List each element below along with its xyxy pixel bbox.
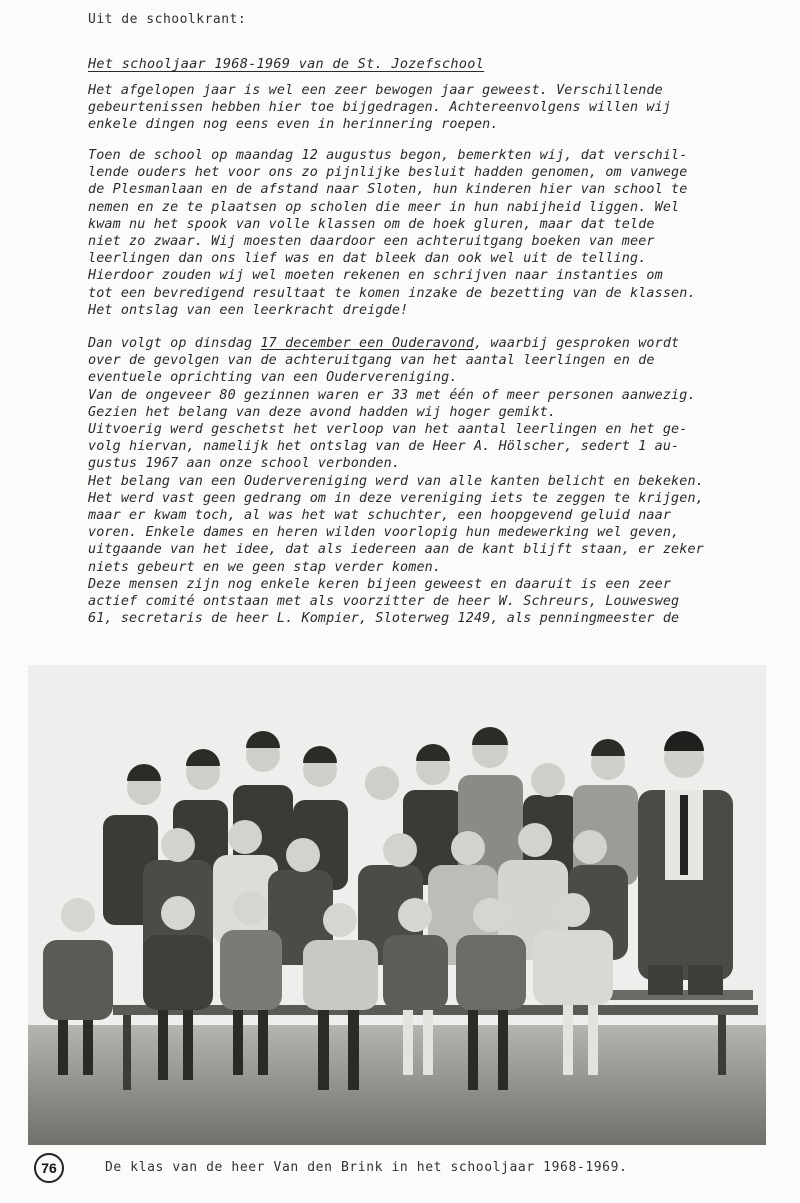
source-label: Uit de schoolkrant: xyxy=(88,12,247,27)
page-number-badge: 76 xyxy=(34,1153,64,1183)
paragraph-parents-evening-prefix: Dan volgt op dinsdag xyxy=(88,336,261,351)
paragraph-parents-evening xyxy=(88,335,768,627)
photo-caption: De klas van de heer Van den Brink in het schooljaar 1968-1969. xyxy=(105,1160,628,1175)
paragraph-parents-evening-rest: , waarbij gesproken wordt over de gevolgen van de achteruitgang van het aantal leerlingen en de eventuele oprichting van een Oudervereniging. Van de ongeveer 80 gezinnen waren er 33 met één of meer personen aanwezig. Gezien het belang van deze avond hadden wij hoger gemikt. Uitvoerig werd geschetst het verloop van het aantal leerlingen en het ge- volg hiervan, namelijk het ontslag van de Heer A. Hölscher, sedert 1 au- gustus 1967 aan onze school verbonden. Het belang van een Oudervereniging werd van alle kanten belicht en bekeken. Het werd vast geen gedrang om in deze vereniging iets te zeggen te krijgen, maar er kwam toch, al was het wat schuchter, een hoopgevend geluid naar voren. Enkele dames en heren wilden voorlopig hun medewerking wel geven, uitgaande van het idee, dat als iedereen aan de kant blijft staan, er zeker niets gebeurt en we geen stap verder komen. Deze mensen zijn nog enkele keren bijeen geweest en daaruit is een zeer actief comité ontstaan met als voorzitter de heer W. Schreurs, Louwesweg 61, secretaris de heer L. Kompier, Sloterweg 1249, als penningmeester de xyxy=(88,336,704,627)
article-title: Het schooljaar 1968-1969 van de St. Jozefschool xyxy=(88,56,485,72)
paragraph-school-start: Toen de school op maandag 12 augustus begon, bemerkten wij, dat verschil- lende ouders het voor ons zo pijnlijke besluit hadden genomen, om vanwege de Plesmanlaan en de afstand naar Sloten, hun kinderen hier van school te nemen en ze te plaatsen op scholen die meer in hun nabijheid liggen. Wel kwam nu het spook van volle klassen om de hoek gluren, maar dat telde niet zo zwaar. Wij moesten daardoor een achteruitgang boeken van meer leerlingen dan ons lief was en dat bleek dan ook wel uit de telling. Hierdoor zouden wij wel moeten rekenen en schrijven naar instanties om tot een bevredigend resultaat te komen inzake de bezetting van de klassen. Het ontslag van een leerkracht dreigde! xyxy=(88,148,696,318)
class-photo xyxy=(28,665,766,1145)
parents-evening-date: 17 december een Ouderavond xyxy=(260,336,474,351)
paragraph-intro: Het afgelopen jaar is wel een zeer bewogen jaar geweest. Verschillende gebeurtenissen hebben hier toe bijgedragen. Achtereenvolgens willen wij enkele dingen nog eens even in herinnering roepen. xyxy=(88,83,672,133)
